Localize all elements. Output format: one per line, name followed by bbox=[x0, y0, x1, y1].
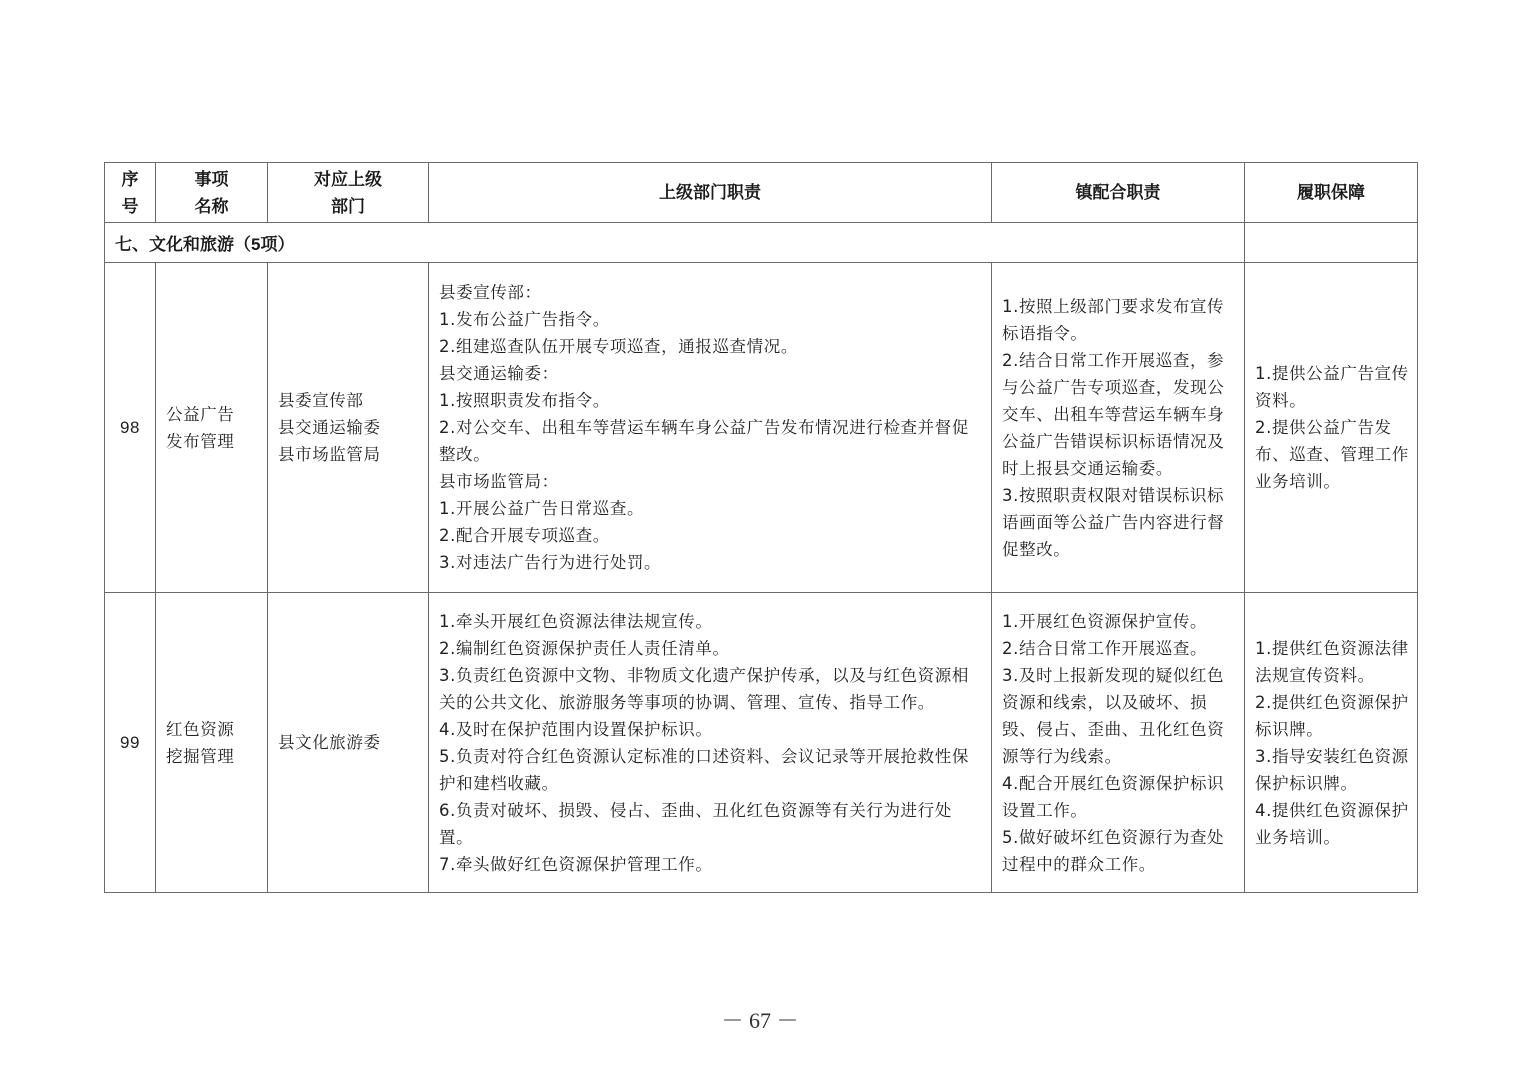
guarantee-duties: 1.提供公益广告宣传资料。 2.提供公益广告发布、巡查、管理工作业务培训。 bbox=[1245, 263, 1418, 593]
town-duties: 1.按照上级部门要求发布宣传标语指令。 2.结合日常工作开展巡查，参与公益广告专项巡查，发现公交车、出租车等营运车辆车身公益广告错误标识标语情况及时上报县交通运输委。 3.按照职责权限对错误标识标语画面等公益广告内容进行督促整改。 bbox=[992, 263, 1245, 593]
header-superior-dept: 对应上级 部门 bbox=[268, 163, 429, 223]
duty-table bbox=[104, 162, 1418, 893]
section-row bbox=[105, 223, 1418, 263]
header-guarantee: 履职保障 bbox=[1245, 163, 1418, 223]
row-number: 99 bbox=[105, 593, 156, 893]
section-empty-cell bbox=[1245, 223, 1418, 263]
page-number: － 67 － bbox=[721, 1008, 799, 1033]
guarantee-duties: 1.提供红色资源法律法规宣传资料。 2.提供红色资源保护标识牌。 3.指导安装红色资源保护标识牌。 4.提供红色资源保护业务培训。 bbox=[1245, 593, 1418, 893]
item-name: 红色资源 挖掘管理 bbox=[156, 593, 268, 893]
superior-duties: 县委宣传部： 1.发布公益广告指令。 2.组建巡查队伍开展专项巡查，通报巡查情况。 县交通运输委： 1.按照职责发布指令。 2.对公交车、出租车等营运车辆车身公益广告发布情况进行检查并督促整改。 县市场监管局： 1.开展公益广告日常巡查。 2.配合开展专项巡查。 3.对违法广告行为进行处罚。 bbox=[429, 263, 992, 593]
header-seq: 序 号 bbox=[105, 163, 156, 223]
header-town-duties: 镇配合职责 bbox=[992, 163, 1245, 223]
table-row bbox=[105, 593, 1418, 893]
table-header-row bbox=[105, 163, 1418, 223]
header-superior-duties: 上级部门职责 bbox=[429, 163, 992, 223]
superior-duties: 1.牵头开展红色资源法律法规宣传。 2.编制红色资源保护责任人责任清单。 3.负责红色资源中文物、非物质文化遗产保护传承，以及与红色资源相关的公共文化、旅游服务等事项的协调、管理、宣传、指导工作。 4.及时在保护范围内设置保护标识。 5.负责对符合红色资源认定标准的口述资料、会议记录等开展抢救性保护和建档收藏。 6.负责对破坏、损毁、侵占、歪曲、丑化红色资源等有关行为进行处置。 7.牵头做好红色资源保护管理工作。 bbox=[429, 593, 992, 893]
row-number: 98 bbox=[105, 263, 156, 593]
item-name: 公益广告 发布管理 bbox=[156, 263, 268, 593]
town-duties: 1.开展红色资源保护宣传。 2.结合日常工作开展巡查。 3.及时上报新发现的疑似红色资源和线索，以及破坏、损毁、侵占、歪曲、丑化红色资源等行为线索。 4.配合开展红色资源保护标识设置工作。 5.做好破坏红色资源行为查处过程中的群众工作。 bbox=[992, 593, 1245, 893]
header-item-name: 事项 名称 bbox=[156, 163, 268, 223]
table-row bbox=[105, 263, 1418, 593]
superior-dept: 县文化旅游委 bbox=[268, 593, 429, 893]
section-title: 七、文化和旅游（5项） bbox=[105, 223, 1245, 263]
superior-dept: 县委宣传部 县交通运输委 县市场监管局 bbox=[268, 263, 429, 593]
